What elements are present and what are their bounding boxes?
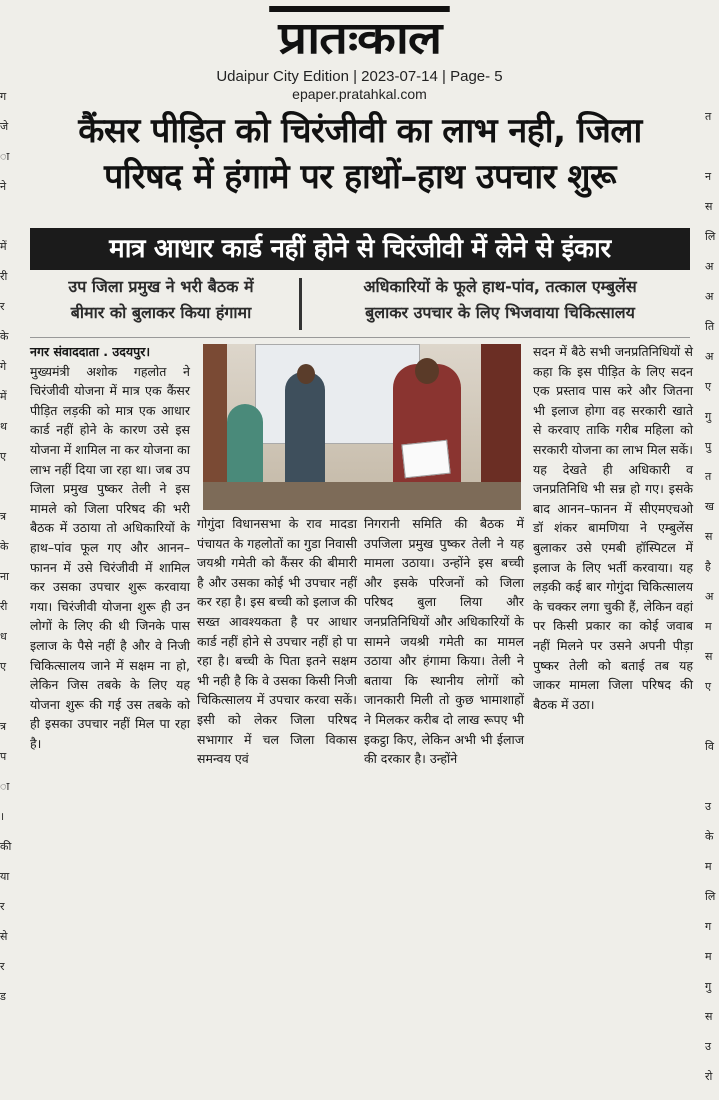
deck-divider <box>299 278 302 330</box>
masthead <box>0 0 719 102</box>
deck-left-line-1: उप जिला प्रमुख ने भरी बैठक में <box>68 277 254 296</box>
edge-right-fragment: लि <box>705 890 716 903</box>
edge-right-fragment: स <box>705 530 713 543</box>
edge-left-fragment: ग <box>0 90 7 103</box>
edge-right-fragment: म <box>705 950 712 963</box>
edition-line: Udaipur City Edition | 2023-07-14 | Page- 5 <box>216 68 503 85</box>
edge-left-fragment: त्र <box>0 720 7 733</box>
adjacent-column-right-edge <box>705 110 719 1083</box>
edge-right-fragment: अ <box>705 350 714 363</box>
edge-left-fragment: री <box>0 270 8 283</box>
headline-line-2: परिषद में हंगामे पर हाथों–हाथ उपचार शुरू <box>104 157 616 197</box>
photo-person-standing <box>285 372 325 492</box>
edge-right-fragment: अ <box>705 260 714 273</box>
headline-line-1: कैंसर पीड़ित को चिरंजीवी का लाभ नही, जिला <box>78 111 642 151</box>
edge-right-fragment: त <box>705 110 712 123</box>
edge-right-fragment: न <box>705 170 712 183</box>
edge-left-fragment: की <box>0 840 12 853</box>
edge-right-fragment: म <box>705 860 712 873</box>
edge-left-fragment: गे <box>0 360 7 373</box>
edge-left-fragment: ए <box>0 450 7 463</box>
article-column-1 <box>30 342 190 842</box>
edge-right-fragment: त <box>705 470 712 483</box>
deck-right-line-2: बुलाकर उपचार के लिए भिजवाया चिकित्सालय <box>365 303 635 322</box>
photo-document <box>401 440 450 479</box>
edge-right-fragment: म <box>705 620 712 633</box>
article-photo <box>203 344 521 510</box>
edge-left-fragment: प <box>0 750 7 763</box>
edge-right-fragment: है <box>705 560 711 573</box>
edge-left-fragment: त्र <box>0 510 7 523</box>
adjacent-column-left-edge <box>0 90 14 1003</box>
edge-left-fragment: र <box>0 300 5 313</box>
edge-right-fragment: गु <box>705 980 712 993</box>
edge-left-fragment: में <box>0 240 7 253</box>
edge-right-fragment: वि <box>705 740 714 753</box>
edge-left-fragment: में <box>0 390 7 403</box>
edge-right-fragment: अ <box>705 590 714 603</box>
edge-left-fragment: र <box>0 900 5 913</box>
edge-right-fragment: के <box>705 830 714 843</box>
edge-left-fragment: ड <box>0 990 6 1003</box>
edge-left-fragment: ा <box>0 150 10 163</box>
edge-right-fragment <box>705 140 719 170</box>
edge-right-fragment: ख <box>705 500 714 513</box>
edge-right-fragment: ए <box>705 680 712 693</box>
epaper-url[interactable]: epaper.pratahkal.com <box>292 86 427 102</box>
deck-left-line-2: बीमार को बुलाकर किया हंगामा <box>70 303 252 322</box>
section-rule <box>30 337 690 338</box>
article-column-2 <box>197 514 357 844</box>
dateline: नगर संवाददाता . उदयपुर। <box>30 344 151 359</box>
edge-left-fragment: थ <box>0 420 8 433</box>
subheadline-banner: मात्र आधार कार्ड नहीं होने से चिरंजीवी में लेने से इंकार <box>30 228 690 270</box>
main-headline <box>30 108 690 200</box>
article-col4-text: सदन में बैठे सभी जनप्रतिनिधियों से कहा कि इस पीड़ित के लिए सदन एक प्रस्ताव पास करे और जितना भी इलाज होगा वह सरकारी खाते से करवाए ताकि गरीब महिला को सरकारी योजना का लाभ मिल सकें। यह देखते ही अधिकारी व जनप्रतिनिधि भी सन्न हो गए। इसके बाद आनन–फानन में सीएमएचओ डॉ शंकर बामणिया ने एम्बुलेंस बुलाकर उसे एमबी हॉस्पिटल में इलाज के लिए भर्ती करवाया। यह लड़की कई बार गोगुंदा चिकित्सालय के चक्कर लगा चुकी हैं, लेकिन वहां पर किसी प्रकार का कोई जवाब नहीं मिलने पर उसने अपनी पीड़ा पुष्कर तेली को बताई तब यह जाकर मामला जिला परिषद की बैठक में उठा। <box>533 344 693 712</box>
edge-right-fragment: उ <box>705 800 712 813</box>
edge-right-fragment: गु <box>705 410 712 423</box>
edge-left-fragment: के <box>0 330 9 343</box>
edge-right-fragment: स <box>705 1010 713 1023</box>
newspaper-logo: प्रातःकाल <box>269 6 450 66</box>
edge-right-fragment: ति <box>705 320 715 333</box>
edge-left-fragment: । <box>0 810 5 823</box>
deck-right <box>310 274 690 334</box>
edge-right-fragment: ए <box>705 380 712 393</box>
edge-right-fragment: लि <box>705 230 716 243</box>
edge-left-fragment <box>0 210 14 240</box>
edge-left-fragment <box>0 480 14 510</box>
edge-left-fragment: या <box>0 870 10 883</box>
edge-left-fragment: के <box>0 540 9 553</box>
edge-right-fragment: स <box>705 200 713 213</box>
edge-left-fragment: र <box>0 960 5 973</box>
edge-left-fragment: से <box>0 930 8 943</box>
article-col3-text: निगरानी समिति की बैठक में उपजिला प्रमुख पुष्कर तेली ने यह मामला उठाया। उन्होंने इस बच्ची और इसके परिजनों को जिला परिषद बुला लिया और जनप्रतिनिधियों और अधिकारियों के सामने जयश्री गमेती का मामल उठाया और हंगामा किया। तेली ने बताया कि स्थानीय लोगों को जानकारी मिली तो कुछ भामाशाहों ने मिलकर करीब दो लाख रूपए भी इकट्ठा किए, लेकिन अभी भी ईलाज की दरकार है। उन्होंने <box>364 516 524 767</box>
deck-left <box>30 274 292 334</box>
edge-right-fragment <box>705 770 719 800</box>
deck-right-line-1: अधिकारियों के फूले हाथ-पांव, तत्काल एम्बुलेंस <box>363 277 637 296</box>
photo-table <box>203 482 521 510</box>
edge-left-fragment: ने <box>0 180 7 193</box>
edge-right-fragment: स <box>705 650 713 663</box>
edge-left-fragment <box>0 690 14 720</box>
edge-right-fragment: अ <box>705 290 714 303</box>
edge-right-fragment: रो <box>705 1070 713 1083</box>
article-col2-text: गोगुंदा विधानसभा के राव मादडा पंचायत के गहलोतों का गुडा निवासी जयश्री गमेती को कैंसर की बीमारी है और उसका कोई भी उपचार नहीं कर रहा है। इस बच्ची को इलाज की सख्त आवश्यकता है पर आधार कार्ड नहीं होने से उपचार नहीं हो पा रहा है। बच्ची के पिता इतने सक्षम भी नही है कि वे उसका किसी निजी चिकित्सालय में उपचार करवा सकें। इसी को लेकर जिला परिषद सभागार में चल जिला विकास समन्वय एवं <box>197 516 357 767</box>
edge-left-fragment: ना <box>0 570 9 583</box>
edge-left-fragment: ए <box>0 660 7 673</box>
edge-left-fragment: जे <box>0 120 9 133</box>
edge-left-fragment: ा <box>0 780 10 793</box>
article-column-3 <box>364 514 524 844</box>
edge-right-fragment: उ <box>705 1040 712 1053</box>
edge-right-fragment: पु <box>705 440 712 453</box>
edge-left-fragment: री <box>0 600 8 613</box>
article-column-4 <box>533 342 693 842</box>
edge-left-fragment: ध <box>0 630 7 643</box>
article-col1-text: मुख्यमंत्री अशोक गहलोत ने चिरंजीवी योजना में मात्र एक कैंसर पीड़ित लड़की को मात्र एक आधार कार्ड नहीं होने के कारण उसे इस योजना में शामिल ना कर योजना का लाभ नहीं दिया जा रहा था। जब उप जिला प्रमुख पुष्कर तेली ने इस मामले को जिला परिषद की भरी बैठक में उठाया तो अधिकारियों के हाथ–पांव फूल गए और आनन–फानन में उसे चिरंजीवी में शामिल कर उसका उपचार शुरू करवाया गया। चिरंजीवी योजना शुरू ही उन लोगों के लिए की थी जिनके पास इलाज के पैसे नहीं है और वे निजी चिकित्सालय जाने में सक्षम ना हो, लेकिन जिस तबके के लिए यह योजना शुरू की गई उस तबके को ही इसका उपचार नहीं मिल पा रहा है। <box>30 363 190 751</box>
edge-right-fragment: ग <box>705 920 712 933</box>
edge-right-fragment <box>705 710 719 740</box>
